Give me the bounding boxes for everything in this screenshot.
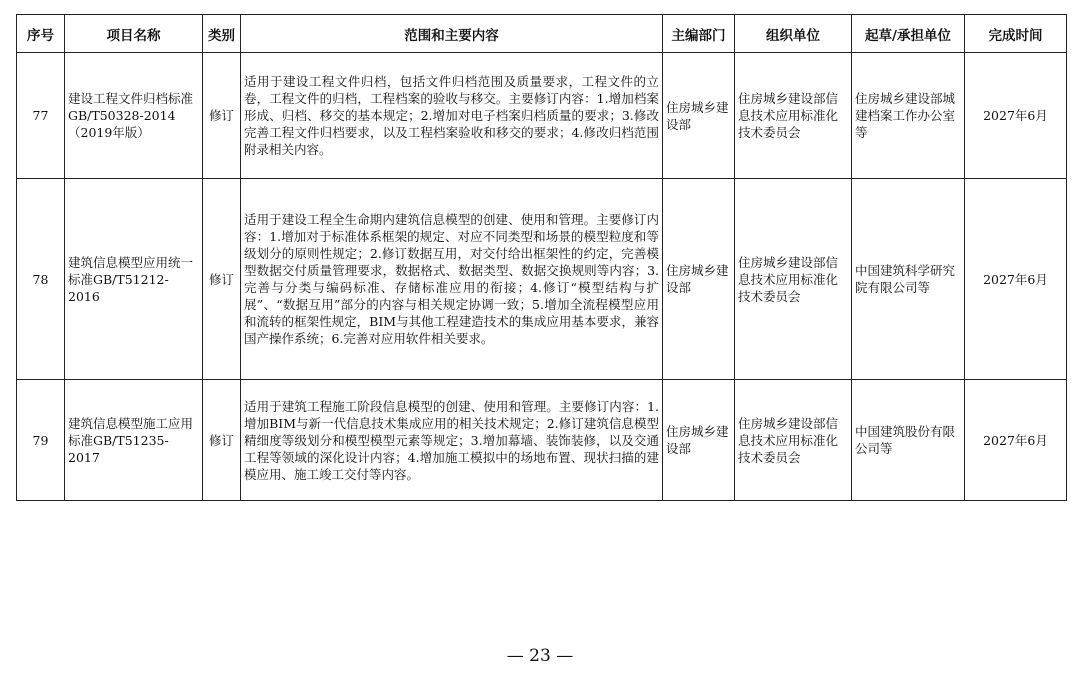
row-scope: 适用于建设工程全生命期内建筑信息模型的创建、使用和管理。主要修订内容：1.增加对于标准体系框架的规定、对应不同类型和场景的模型粒度和等级划分的原则性规定；2.修订数据互用，对交付给出框架性的约定，完善模型数据交付质量管理要求，数据格式、数据类型、数据交换规则等内容；3.完善与分类与编码标准、存储标准应用的衔接；4.修订“模型结构与扩展”、“数据互用”部分的内容与相关规定协调一致；5.增加全流程模型应用和流转的框架性规定，BIM与其他工程建造技术的集成应用基本要求，兼容国产操作系统；6.完善对应用软件相关要求。	[241, 179, 663, 380]
header-org: 组织单位	[735, 15, 852, 53]
row-scope: 适用于建筑工程施工阶段信息模型的创建、使用和管理。主要修订内容：1.增加BIM与新一代信息技术集成应用的相关技术规定；2.修订建筑信息模型精细度等级划分和模型模型元素等规定；3.增加幕墙、装饰装修，以及交通工程等领域的深化设计内容；4.增加施工模拟中的场地布置、现状扫描的建模应用、施工竣工交付等内容。	[241, 380, 663, 501]
row-dept: 住房城乡建设部	[663, 380, 735, 501]
header-name: 项目名称	[65, 15, 203, 53]
standards-table	[16, 14, 1067, 501]
header-dept: 主编部门	[663, 15, 735, 53]
row-dept: 住房城乡建设部	[663, 179, 735, 380]
row-org: 住房城乡建设部信息技术应用标准化技术委员会	[735, 380, 852, 501]
row-drafter: 住房城乡建设部城建档案工作办公室等	[852, 53, 965, 179]
row-name: 建筑信息模型应用统一标准GB/T51212-2016	[65, 179, 203, 380]
table-row	[17, 380, 1067, 501]
row-scope: 适用于建设工程文件归档，包括文件归档范围及质量要求，工程文件的立卷，工程文件的归档，工程档案的验收与移交。主要修订内容：1.增加档案形成、归档、移交的基本规定；2.增加对电子档案归档质量的要求；3.修改完善工程文件归档要求，以及工程档案验收和移交的要求；4.修改归档范围附录相关内容。	[241, 53, 663, 179]
header-scope: 范围和主要内容	[241, 15, 663, 53]
header-date: 完成时间	[965, 15, 1067, 53]
table-row	[17, 53, 1067, 179]
row-org: 住房城乡建设部信息技术应用标准化技术委员会	[735, 53, 852, 179]
header-type: 类别	[203, 15, 241, 53]
header-num: 序号	[17, 15, 65, 53]
header-row	[17, 15, 1067, 53]
row-num: 77	[17, 53, 65, 179]
row-type: 修订	[203, 179, 241, 380]
row-type: 修订	[203, 53, 241, 179]
table-row	[17, 179, 1067, 380]
row-org: 住房城乡建设部信息技术应用标准化技术委员会	[735, 179, 852, 380]
row-name: 建设工程文件归档标准GB/T50328-2014（2019年版）	[65, 53, 203, 179]
row-type: 修订	[203, 380, 241, 501]
row-drafter: 中国建筑科学研究院有限公司等	[852, 179, 965, 380]
row-date: 2027年6月	[965, 179, 1067, 380]
row-date: 2027年6月	[965, 380, 1067, 501]
page-number: — 23 —	[506, 646, 574, 666]
row-drafter: 中国建筑股份有限公司等	[852, 380, 965, 501]
header-drafter: 起草/承担单位	[852, 15, 965, 53]
row-name: 建筑信息模型施工应用标准GB/T51235-2017	[65, 380, 203, 501]
row-date: 2027年6月	[965, 53, 1067, 179]
row-num: 78	[17, 179, 65, 380]
row-dept: 住房城乡建设部	[663, 53, 735, 179]
row-num: 79	[17, 380, 65, 501]
